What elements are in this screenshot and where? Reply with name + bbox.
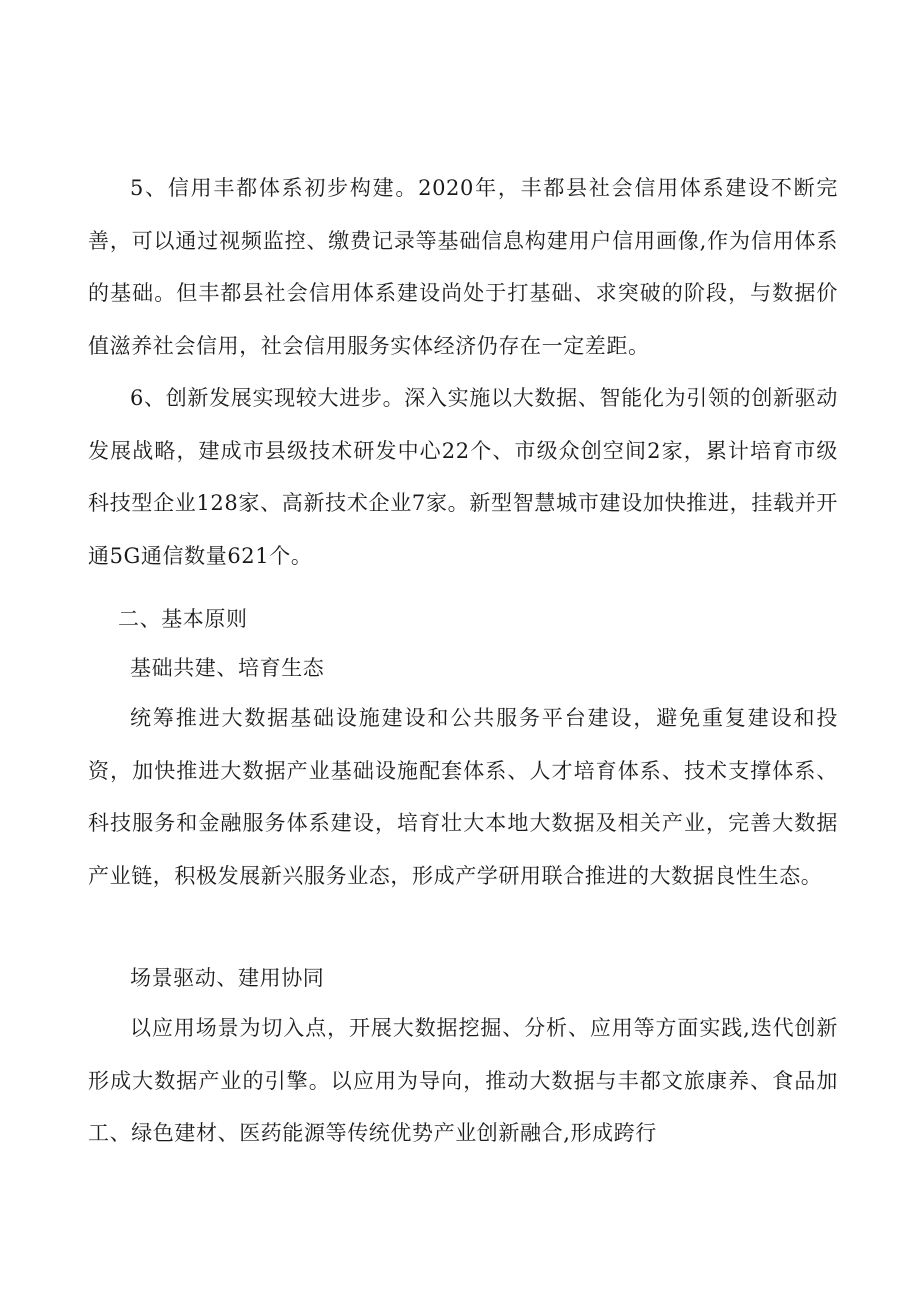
paragraph-credit-system: 5、信用丰都体系初步构建。2020年，丰都县社会信用体系建设不断完善，可以通过视频监控、缴费记录等基础信息构建用户信用画像,作为信用体系的基础。但丰都县社会信用体系建设尚处于打基础、求突破的阶段，与数据价值滋养社会信用，社会信用服务实体经济仍存在一定差距。 [88,176,838,358]
paragraph-scenario-driven: 以应用场景为切入点，开展大数据挖掘、分析、应用等方面实践,迭代创新形成大数据产业的引擎。以应用为导向，推动大数据与丰都文旅康养、食品加工、绿色建材、医药能源等传统优势产业创新融合,形成跨行 [88,1016,838,1145]
sub-heading-scenario-driven: 场景驱动、建用协同 [130,966,325,990]
paragraph-infrastructure: 统筹推进大数据基础设施建设和公共服务平台建设，避免重复建设和投资，加快推进大数据产业基础设施配套体系、人才培育体系、技术支撑体系、科技服务和金融服务体系建设，培育壮大本地大数据及相关产业，完善大数据产业链，积极发展新兴服务业态，形成产学研用联合推进的大数据良性生态。 [88,706,838,888]
paragraph-innovation-progress: 6、创新发展实现较大进步。深入实施以大数据、智能化为引领的创新驱动发展战略，建成市县级技术研发中心22个、市级众创空间2家，累计培育市级科技型企业128家、高新技术企业7家。新型智慧城市建设加快推进，挂载并开通5G通信数量621个。 [88,386,838,568]
sub-heading-infrastructure: 基础共建、培育生态 [130,656,325,680]
section-heading-basic-principles: 二、基本原则 [118,607,248,631]
